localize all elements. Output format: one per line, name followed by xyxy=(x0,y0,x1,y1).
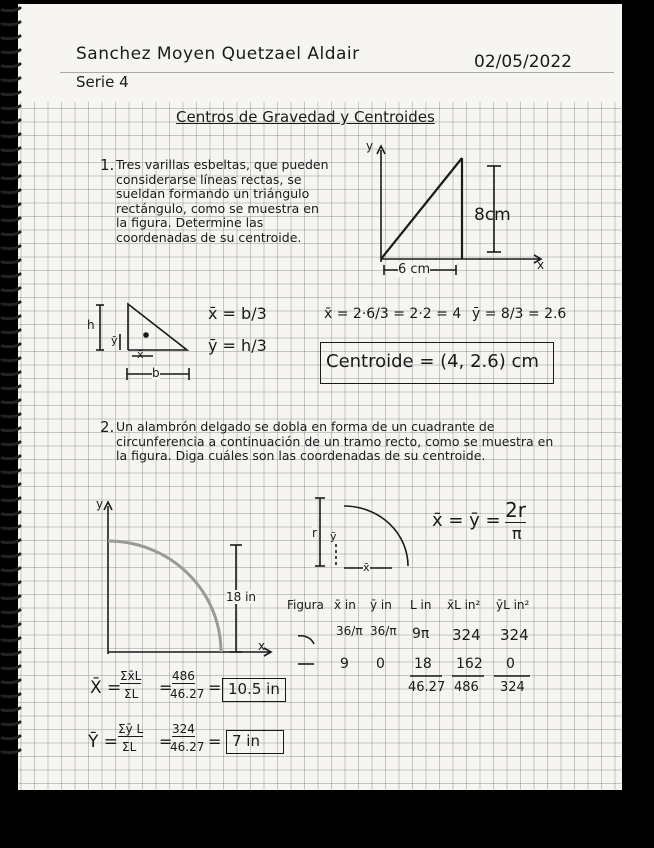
p2-formula-den: π xyxy=(512,524,522,543)
p2-xbar-eq2: = xyxy=(208,678,222,697)
date: 02/05/2022 xyxy=(474,52,572,72)
p1-formula-y: ȳ = h/3 xyxy=(208,336,267,355)
p2-formula-lhs: x̄ = ȳ = xyxy=(432,510,501,531)
p2-xbar-lhs: X̄ = xyxy=(90,678,122,698)
p2-xbar-num: 486 xyxy=(172,669,195,683)
p1-formula-x: x̄ = b/3 xyxy=(208,304,267,323)
p2-row1-arc xyxy=(298,636,314,644)
p2-y-label: y xyxy=(96,497,104,511)
p1-calc-x: x̄ = 2·6/3 = 2·2 = 4 xyxy=(324,306,462,322)
p1-height-label: 8cm xyxy=(474,205,511,225)
p2-ref-r-label: r xyxy=(312,526,317,540)
table-row1-xbar: 36/π xyxy=(336,624,363,638)
p2-x-label: x xyxy=(258,639,266,653)
table-total-l: 46.27 xyxy=(408,680,446,695)
table-row2-ybarl: 0 xyxy=(506,656,515,672)
p2-xbar-frac-num: Σx̄L xyxy=(120,669,142,683)
table-total-xbarl: 486 xyxy=(454,680,479,695)
p2-ybar-eq2: = xyxy=(208,732,222,751)
p2-ybar-den: 46.27 xyxy=(170,740,205,754)
p1-ref-triangle xyxy=(128,304,187,350)
problem2-number: 2. xyxy=(100,418,115,436)
series-label: Serie 4 xyxy=(76,73,129,91)
table-row2-ybar: 0 xyxy=(376,656,385,672)
p2-ybar-frac-den: ΣL xyxy=(122,740,137,754)
student-name: Sanchez Moyen Quetzael Aldair xyxy=(76,44,360,64)
p2-length-label: 18 in xyxy=(226,590,257,604)
table-row1-l: 9π xyxy=(412,626,430,642)
p2-xbar-eq: = xyxy=(159,678,173,697)
p2-formula-num: 2r xyxy=(505,498,526,522)
p1-calc-y: ȳ = 8/3 = 2.6 xyxy=(472,306,567,322)
problem1-number: 1. xyxy=(100,156,115,174)
table-header-ybarl: ȳL in² xyxy=(496,598,530,612)
table-header-ybar: ȳ in xyxy=(370,598,392,612)
table-row1-xbarl: 324 xyxy=(452,626,481,644)
p1-x-label: x xyxy=(537,258,545,272)
p2-xbar-den: 46.27 xyxy=(170,687,205,701)
p2-ref-x-label: x̄ xyxy=(363,561,370,574)
table-header-l: L in xyxy=(410,598,432,612)
table-header-xbarl: x̄L in² xyxy=(447,598,481,612)
p2-xbar-result: 10.5 in xyxy=(228,680,280,698)
p2-ref-y-label: ȳ xyxy=(330,530,337,543)
p2-quarter-arc xyxy=(108,541,221,652)
p1-width-label: 6 cm xyxy=(398,262,431,277)
p1-hypotenuse xyxy=(381,158,462,259)
p2-ybar-frac-num: Σȳ L xyxy=(118,722,144,736)
table-header-figura: Figura xyxy=(287,598,324,612)
table-row1-ybarl: 324 xyxy=(500,626,529,644)
table-header-xbar: x̄ in xyxy=(334,598,356,612)
p1-ref-x-label: x̄ xyxy=(137,348,144,361)
p2-ybar-num: 324 xyxy=(172,722,195,736)
problem2-statement: Un alambrón delgado se dobla en forma de un cuadrante de circunferencia a continuación de un tramo recto, como se muestra en la figura. Diga cuáles son las coordenadas de su centroide. xyxy=(116,419,554,463)
p1-ref-h-label: h xyxy=(87,318,95,332)
p1-result: Centroide = (4, 2.6) cm xyxy=(326,351,539,372)
p1-ref-y-label: ȳ xyxy=(111,334,118,347)
page-title: Centros de Gravedad y Centroides xyxy=(176,108,435,126)
problem1-statement: Tres varillas esbeltas, que pueden considerarse líneas rectas, se sueldan formando un triángulo rectángulo, como se muestra en la figura. Determine las coordenadas de su centroide. xyxy=(116,157,329,245)
p2-ybar-result: 7 in xyxy=(232,732,260,750)
table-row2-xbar: 9 xyxy=(340,656,349,672)
table-row1-ybar: 36/π xyxy=(370,624,397,638)
p1-y-label: y xyxy=(366,139,374,153)
table-row2-l: 18 xyxy=(414,656,432,672)
p2-ybar-lhs: Ȳ = xyxy=(88,732,119,752)
p1-ref-b-label: b xyxy=(152,366,160,380)
p2-ybar-eq: = xyxy=(159,732,173,751)
p2-xbar-frac-den: ΣL xyxy=(124,687,139,701)
table-row2-xbarl: 162 xyxy=(456,656,483,672)
table-total-ybarl: 324 xyxy=(500,680,525,695)
p2-ref-arc xyxy=(344,506,408,566)
